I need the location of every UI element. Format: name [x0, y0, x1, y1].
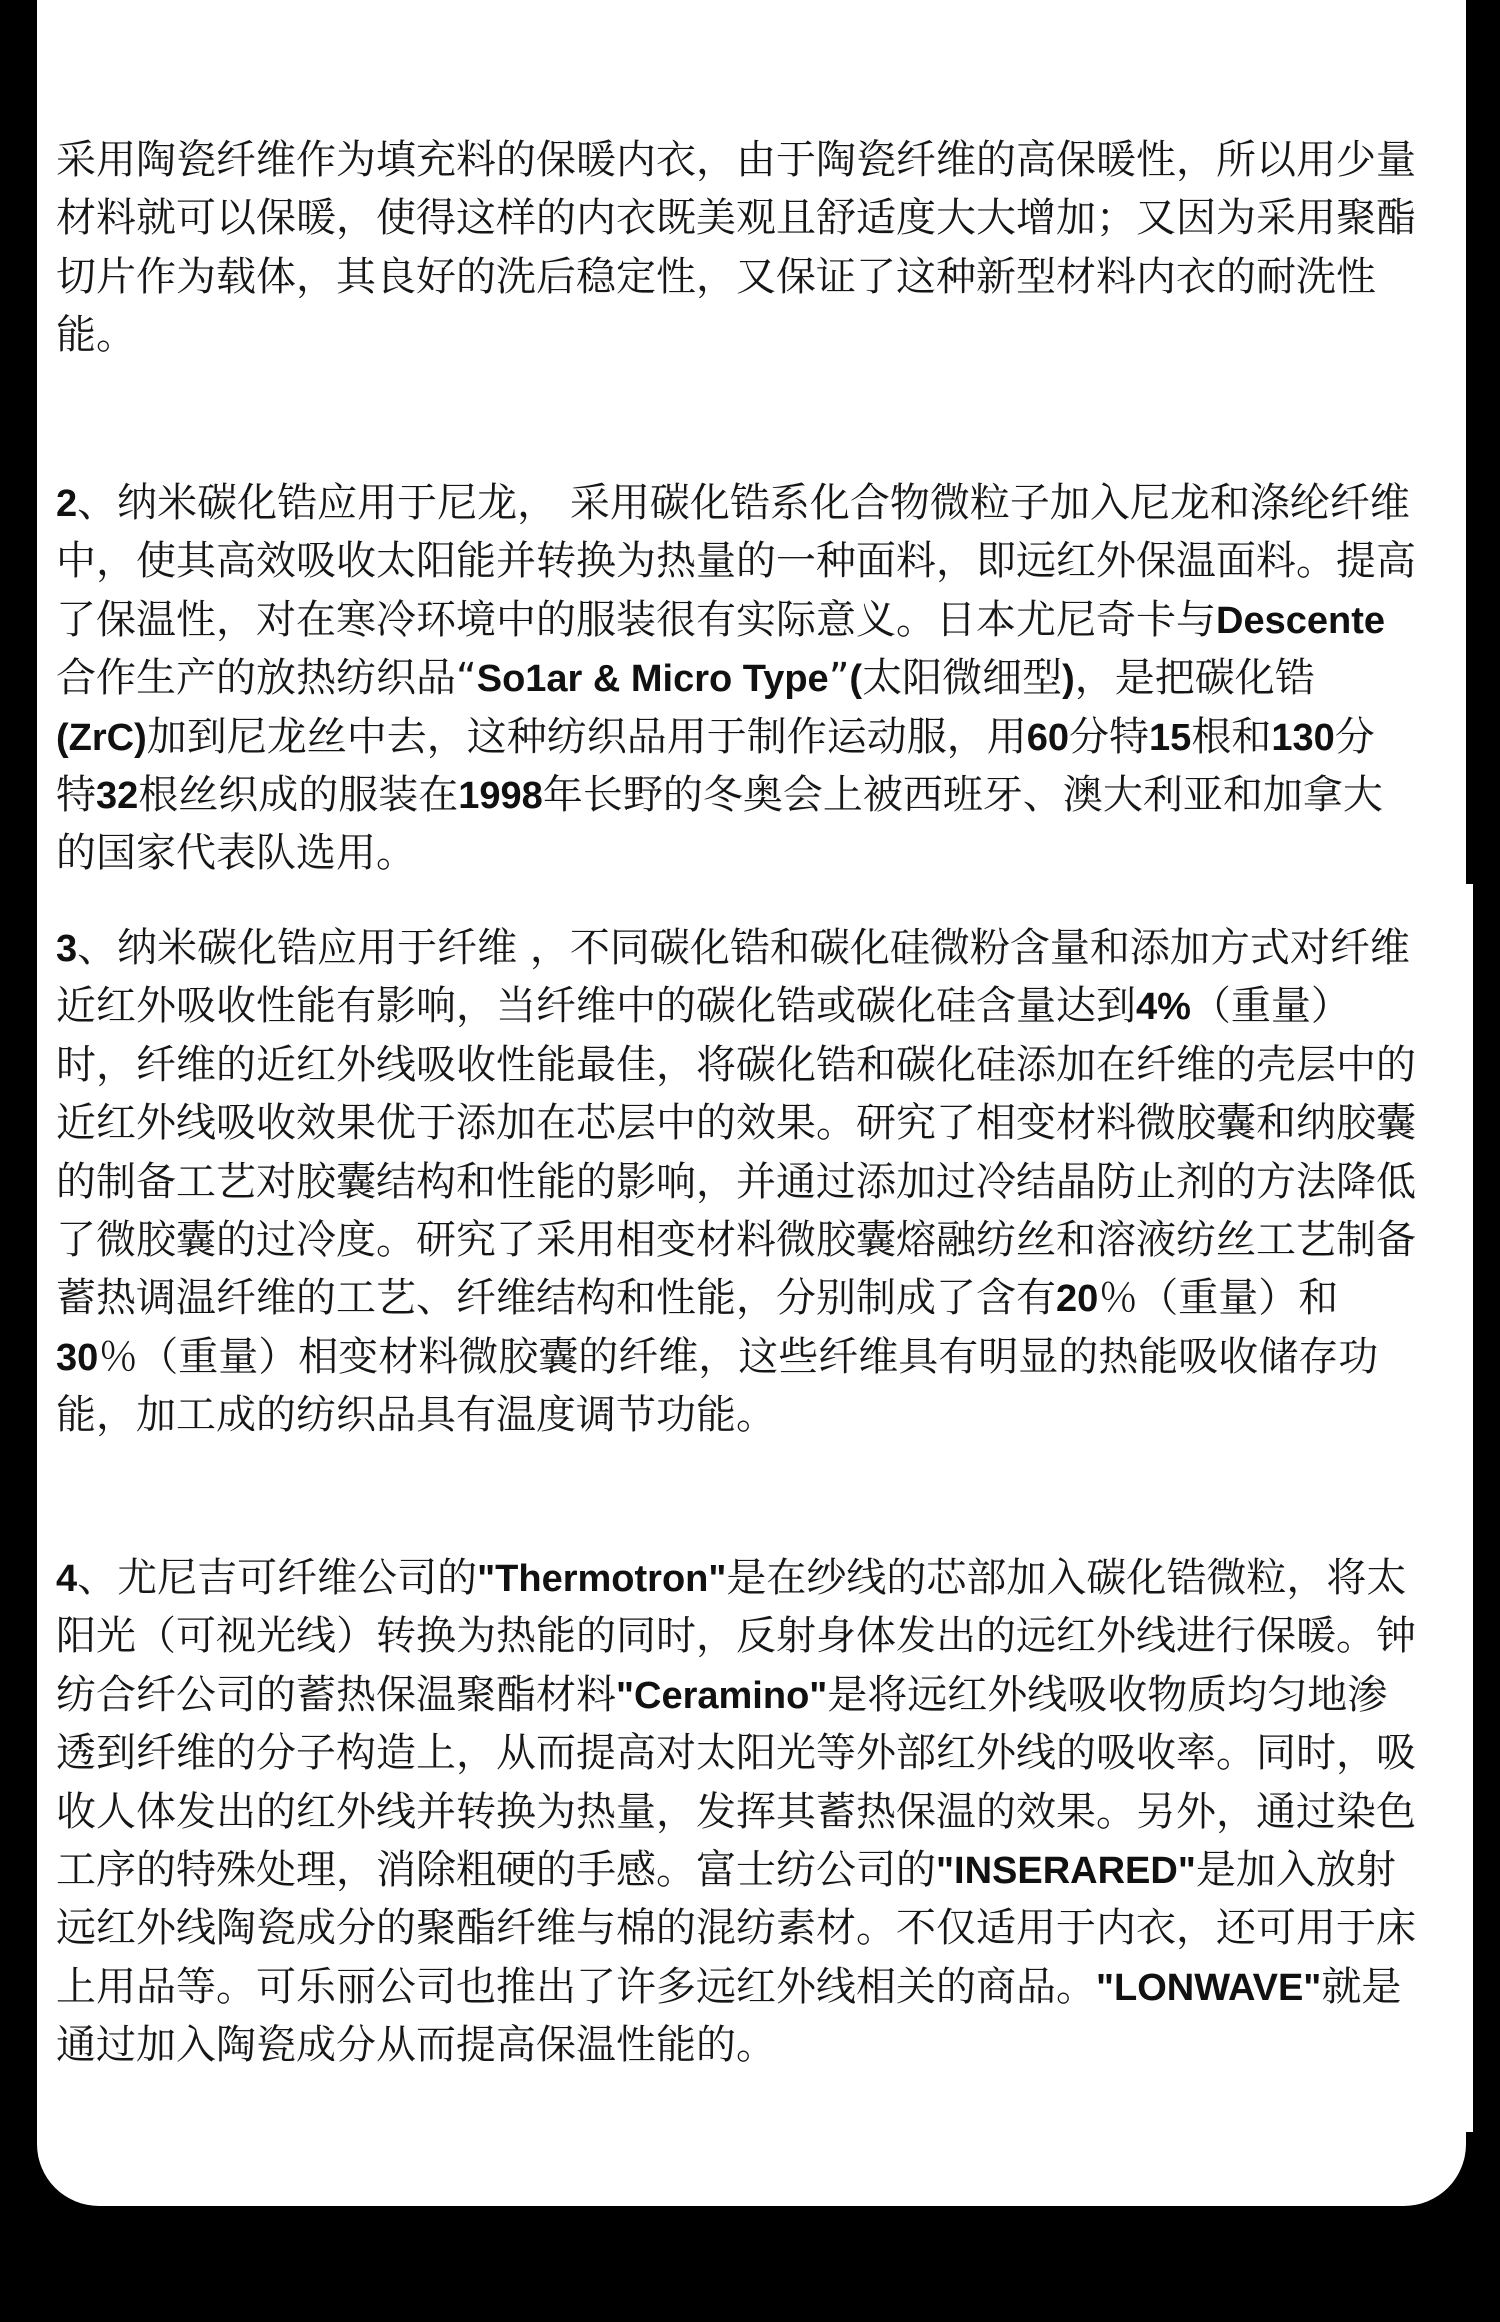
text-line: 近红外吸收性能有影响，当纤维中的碳化锆或碳化硅含量达到4%（重量）: [56, 983, 1351, 1030]
text-line: 特32根丝织成的服装在1998年长野的冬奥会上被西班牙、澳大利亚和加拿大: [56, 771, 1383, 818]
latin-text-run: 2: [56, 483, 78, 525]
text-line: 采用陶瓷纤维作为填充料的保暖内衣，由于陶瓷纤维的高保暖性，所以用少量: [56, 137, 1416, 183]
text-line: 切片作为载体，其良好的洗后稳定性，又保证了这种新型材料内衣的耐洗性: [56, 253, 1376, 300]
latin-text-run: 32: [96, 774, 139, 817]
paragraph-3-zrc-fiber: [56, 919, 1466, 1445]
latin-text-run: 20: [1056, 1278, 1099, 1321]
latin-text-run: "INSERARED": [936, 1849, 1196, 1892]
text-line: 阳光（可视光线）转换为热能的同时，反射身体发出的远红外线进行保暖。钟: [56, 1613, 1416, 1660]
text-line: 通过加入陶瓷成分从而提高保温性能的。: [56, 2022, 776, 2069]
latin-text-run: (ZrC): [56, 716, 147, 759]
latin-text-run: 4%: [1136, 986, 1191, 1029]
text-line: 了微胶囊的过冷度。研究了采用相变材料微胶囊熔融纺丝和溶液纺丝工艺制备: [56, 1216, 1416, 1263]
paragraph-ceramic-fiber-underwear: [56, 131, 1466, 365]
paragraph-4-far-infrared-products: [56, 1549, 1466, 2075]
latin-text-run: 130: [1271, 716, 1335, 759]
text-line: 纺合纤公司的蓄热保温聚酯材料"Ceramino"是将远红外线吸收物质均匀地渗: [56, 1671, 1388, 1718]
latin-text-run: "Thermotron": [477, 1558, 727, 1600]
latin-text-run: "Ceramino": [616, 1674, 828, 1717]
latin-text-run: 15: [1149, 716, 1192, 759]
paragraph-2-zrc-nylon: [56, 474, 1466, 883]
latin-text-run: (: [849, 658, 863, 701]
latin-text-run: "LONWAVE": [1096, 1966, 1322, 2009]
text-line: 蓄热调温纤维的工艺、纤维结构和性能，分别制成了含有20％（重量）和: [56, 1275, 1339, 1322]
text-line: 2、纳米碳化锆应用于尼龙， 采用碳化锆系化合物微粒子加入尼龙和涤纶纤维: [56, 480, 1410, 526]
latin-text-run: 4: [56, 1558, 78, 1600]
latin-text-run: Descente: [1216, 599, 1385, 642]
latin-text-run: ): [1062, 658, 1075, 701]
text-line: 远红外线陶瓷成分的聚酯纤维与棉的混纺素材。不仅适用于内衣，还可用于床: [56, 1905, 1416, 1952]
text-line: 3、纳米碳化锆应用于纤维 ，不同碳化锆和碳化硅微粉含量和添加方式对纤维: [56, 925, 1410, 971]
text-line: 工序的特殊处理，消除粗硬的手感。富士纺公司的"INSERARED"是加入放射: [56, 1846, 1396, 1893]
text-line: 4、尤尼吉可纤维公司的"Thermotron"是在纱线的芯部加入碳化锆微粒，将太: [56, 1555, 1407, 1601]
text-line: 的国家代表队选用。: [56, 830, 416, 877]
text-line: 时，纤维的近红外线吸收性能最佳，将碳化锆和碳化硅添加在纤维的壳层中的: [56, 1041, 1416, 1088]
text-line: 能，加工成的纺织品具有温度调节功能。: [56, 1392, 776, 1439]
latin-text-run: 3: [56, 928, 78, 970]
text-line: 的制备工艺对胶囊结构和性能的影响，并通过添加过冷结晶防止剂的方法降低: [56, 1158, 1416, 1205]
text-line: 收人体发出的红外线并转换为热量，发挥其蓄热保温的效果。另外，通过染色: [56, 1788, 1416, 1835]
text-line: 近红外线吸收效果优于添加在芯层中的效果。研究了相变材料微胶囊和纳胶囊: [56, 1100, 1416, 1147]
latin-text-run: 1998: [458, 774, 543, 817]
text-line: 了保温性，对在寒冷环境中的服装很有实际意义。日本尤尼奇卡与Descente: [56, 596, 1385, 643]
latin-text-run: 30: [56, 1336, 99, 1379]
text-line: 材料就可以保暖，使得这样的内衣既美观且舒适度大大增加；又因为采用聚酯: [56, 195, 1416, 242]
text-line: 能。: [56, 312, 136, 359]
text-line: (ZrC)加到尼龙丝中去，这种纺织品用于制作运动服，用60分特15根和130分: [56, 713, 1375, 760]
text-line: 中，使其高效吸收太阳能并转换为热量的一种面料，即远红外保温面料。提高: [56, 538, 1416, 585]
text-line: 透到纤维的分子构造上，从而提高对太阳光等外部红外线的吸收率。同时，吸: [56, 1730, 1416, 1777]
text-line: 上用品等。可乐丽公司也推出了许多远红外线相关的商品。"LONWAVE"就是: [56, 1963, 1402, 2010]
latin-text-run: So1ar & Micro Type: [476, 658, 829, 701]
latin-text-run: 60: [1026, 716, 1070, 759]
text-line: 合作生产的放热纺织品“So1ar & Micro Type”(太阳微细型)，是把碳化锆: [56, 655, 1315, 702]
text-line: 30％（重量）相变材料微胶囊的纤维，这些纤维具有明显的热能吸收储存功: [56, 1333, 1379, 1380]
